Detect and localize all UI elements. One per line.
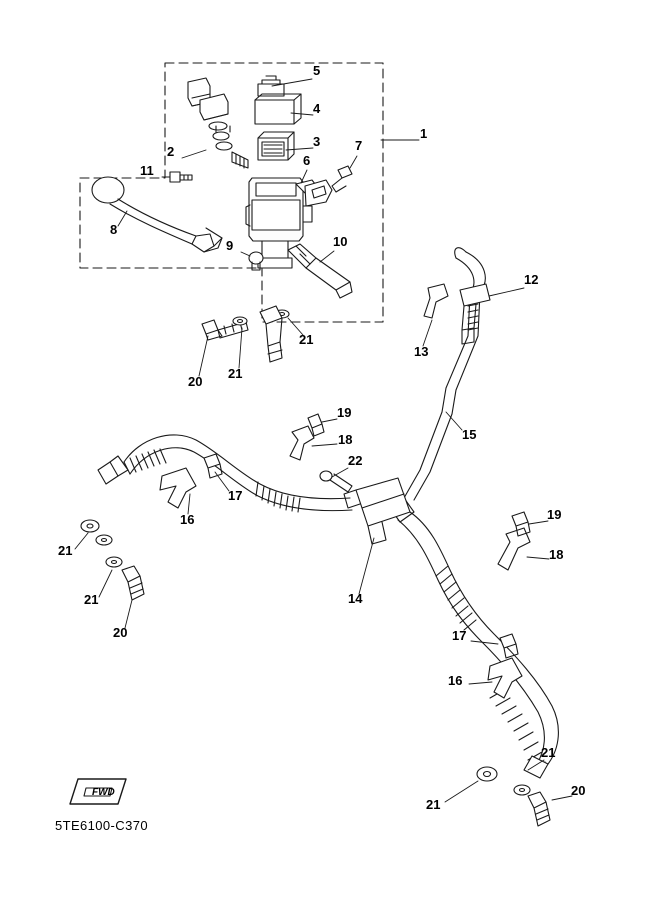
callout-21-right-a: 21	[541, 745, 556, 760]
callout-15: 15	[462, 427, 477, 442]
callout-20-right: 20	[571, 783, 586, 798]
callout-5: 5	[313, 63, 321, 78]
callout-12: 12	[524, 272, 539, 287]
callout-4: 4	[313, 101, 321, 116]
part-number-label: 5TE6100-C370	[55, 818, 148, 833]
callout-17-left: 17	[228, 488, 243, 503]
callout-20-upper: 20	[188, 374, 203, 389]
callout-17-right: 17	[452, 628, 467, 643]
callout-16-left: 16	[180, 512, 195, 527]
callout-9: 9	[226, 238, 234, 253]
callout-21-upper-a: 21	[228, 366, 243, 381]
washer-21-upper-a	[233, 317, 247, 325]
callout-18-upper: 18	[338, 432, 353, 447]
washer-21-left-a	[81, 520, 99, 532]
washer-21-right-a	[477, 767, 497, 781]
callout-20-left: 20	[113, 625, 128, 640]
callout-2: 2	[167, 144, 175, 159]
callout-10: 10	[333, 234, 348, 249]
callout-3: 3	[313, 134, 321, 149]
callout-7: 7	[355, 138, 363, 153]
callout-14: 14	[348, 591, 363, 606]
callout-19-right: 19	[547, 507, 562, 522]
callout-21-left-a: 21	[58, 543, 73, 558]
callout-18-right: 18	[549, 547, 564, 562]
washer-21-left-c	[106, 557, 122, 567]
callout-22: 22	[348, 453, 363, 468]
callout-13: 13	[414, 344, 429, 359]
washer-21-left-b	[96, 535, 112, 545]
callout-1: 1	[420, 126, 428, 141]
callout-16-right: 16	[448, 673, 463, 688]
callout-21-upper-b: 21	[299, 332, 314, 347]
callout-6: 6	[303, 153, 311, 168]
callout-21-right-b: 21	[426, 797, 441, 812]
callout-19-upper: 19	[337, 405, 352, 420]
callout-8: 8	[110, 222, 118, 237]
callout-11: 11	[140, 163, 154, 178]
fwd-label: FWD	[92, 787, 115, 798]
callout-21-left-b: 21	[84, 592, 99, 607]
washer-21-right-b	[514, 785, 530, 795]
